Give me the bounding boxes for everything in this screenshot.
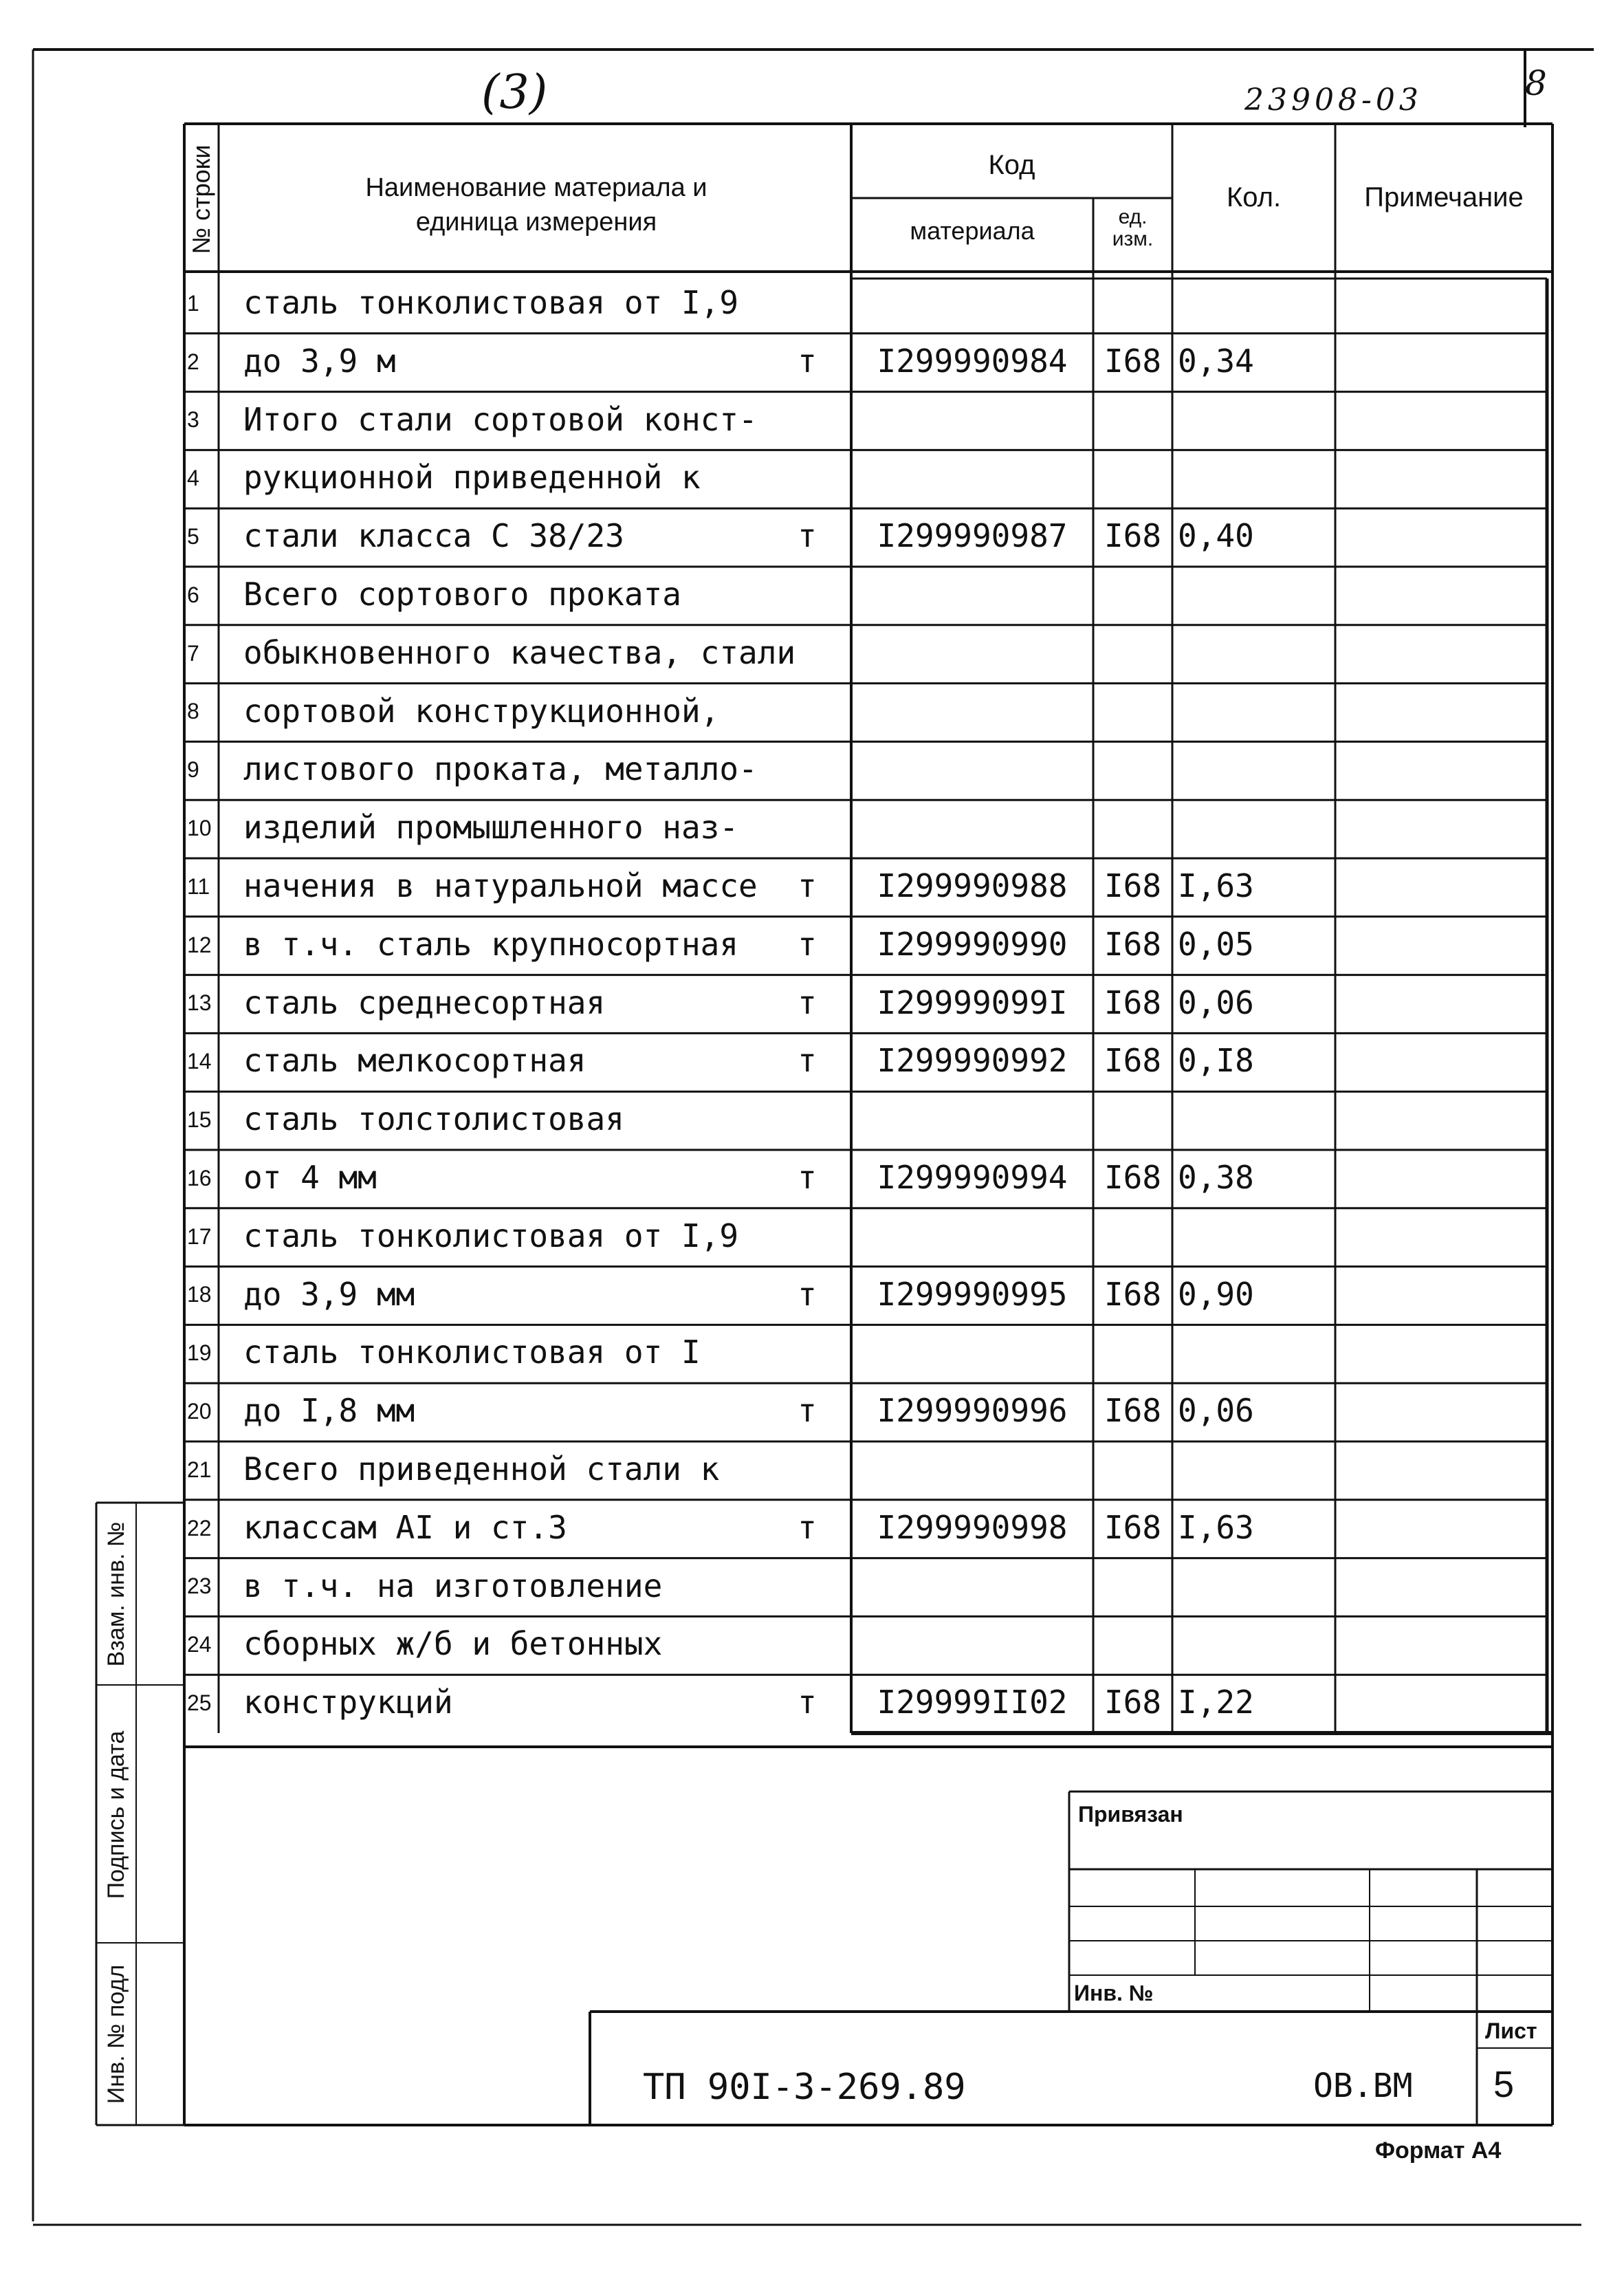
row-code: I299990987 bbox=[877, 517, 1068, 555]
table-row bbox=[184, 1325, 1552, 1383]
row-number: 19 bbox=[187, 1340, 212, 1366]
row-code: I299990984 bbox=[877, 342, 1068, 380]
row-number: 13 bbox=[187, 990, 212, 1016]
row-number: 16 bbox=[187, 1165, 212, 1190]
header-material: материала bbox=[910, 217, 1035, 245]
row-unit-letter: т bbox=[798, 1275, 817, 1313]
row-text: сталь мелкосортная bbox=[243, 1042, 586, 1080]
row-number: 2 bbox=[187, 349, 199, 374]
row-text: рукционной приведенной к bbox=[243, 459, 701, 497]
row-unit-letter: т bbox=[798, 925, 817, 963]
row-unit-code: I68 bbox=[1104, 342, 1162, 380]
table-row bbox=[184, 1091, 1552, 1150]
stamp-vzam: Взам. инв. № bbox=[103, 1521, 129, 1667]
row-qty: 0,05 bbox=[1178, 925, 1254, 963]
row-text: от 4 мм bbox=[243, 1159, 377, 1197]
privyazan-label: Привязан bbox=[1078, 1802, 1183, 1827]
table-row bbox=[184, 1383, 1552, 1441]
row-qty: 0,34 bbox=[1178, 342, 1254, 380]
row-number: 6 bbox=[187, 582, 199, 607]
row-number: 23 bbox=[187, 1574, 212, 1599]
table-row bbox=[184, 1033, 1552, 1091]
row-unit-code: I68 bbox=[1104, 867, 1162, 905]
row-qty: 0,40 bbox=[1178, 517, 1254, 555]
row-unit-letter: т bbox=[798, 517, 817, 555]
row-number: 12 bbox=[187, 932, 212, 957]
table-row bbox=[184, 975, 1552, 1034]
row-number: 9 bbox=[187, 757, 199, 783]
row-unit-letter: т bbox=[798, 1159, 817, 1197]
header-code-group: Код bbox=[988, 150, 1035, 180]
row-text: до 3,9 м bbox=[243, 342, 396, 380]
row-text: Всего сортового проката bbox=[243, 576, 681, 613]
inv-no-label: Инв. № bbox=[1074, 1981, 1154, 2005]
row-unit-letter: т bbox=[798, 1684, 817, 1721]
row-unit-code: I68 bbox=[1104, 1392, 1162, 1430]
row-number: 25 bbox=[187, 1690, 212, 1715]
row-text: сталь среднесортная bbox=[243, 983, 606, 1021]
row-number: 4 bbox=[187, 466, 199, 491]
row-number: 5 bbox=[187, 523, 199, 549]
row-text: стали класса С 38/23 bbox=[243, 517, 624, 555]
row-text: Итого стали сортовой конст- bbox=[243, 400, 758, 438]
table-row bbox=[184, 275, 1552, 334]
header-name: Наименование материала и единица измерения bbox=[365, 173, 707, 237]
table-row bbox=[184, 1558, 1552, 1617]
row-qty: 0,06 bbox=[1178, 1392, 1254, 1430]
row-number: 20 bbox=[187, 1398, 212, 1424]
table-row bbox=[184, 858, 1552, 917]
row-number: 22 bbox=[187, 1515, 212, 1541]
table-row bbox=[184, 684, 1552, 742]
row-qty: 0,06 bbox=[1178, 983, 1254, 1021]
row-text: Всего приведенной стали к bbox=[243, 1450, 720, 1488]
row-unit-letter: т bbox=[798, 1508, 817, 1546]
row-unit-code: I68 bbox=[1104, 983, 1162, 1021]
sheet-marker: (3) bbox=[481, 65, 548, 120]
row-unit-letter: т bbox=[798, 867, 817, 905]
table-row bbox=[184, 1267, 1552, 1325]
row-number: 3 bbox=[187, 407, 199, 433]
table-row bbox=[184, 1616, 1552, 1675]
table-row bbox=[184, 508, 1552, 567]
table-row bbox=[184, 1500, 1552, 1558]
row-code: I299990994 bbox=[877, 1159, 1068, 1197]
row-qty: I,63 bbox=[1178, 1508, 1254, 1546]
row-text: классам AI и ст.3 bbox=[243, 1508, 567, 1546]
table-row bbox=[184, 1208, 1552, 1267]
row-text: обыкновенного качества, стали bbox=[243, 633, 796, 671]
row-code: I299990992 bbox=[877, 1042, 1068, 1080]
table-row bbox=[184, 625, 1552, 684]
table-row bbox=[184, 567, 1552, 625]
sheet-label: Лист bbox=[1485, 2018, 1537, 2043]
row-unit-letter: т bbox=[798, 1392, 817, 1430]
stamp-inv-podl: Инв. № подл bbox=[103, 1964, 129, 2104]
row-qty: I,22 bbox=[1178, 1684, 1254, 1721]
row-code: I299990990 bbox=[877, 925, 1068, 963]
header-note: Примечание bbox=[1364, 182, 1524, 213]
row-code: I299990995 bbox=[877, 1275, 1068, 1313]
row-unit-code: I68 bbox=[1104, 517, 1162, 555]
format-label: Формат А4 bbox=[1375, 2137, 1502, 2164]
row-qty: 0,I8 bbox=[1178, 1042, 1254, 1080]
row-number: 10 bbox=[187, 815, 212, 840]
row-unit-code: I68 bbox=[1104, 1159, 1162, 1197]
row-text: сортовой конструкционной, bbox=[243, 692, 720, 730]
row-unit-code: I68 bbox=[1104, 925, 1162, 963]
row-number: 15 bbox=[187, 1107, 212, 1132]
row-code: I299990988 bbox=[877, 867, 1068, 905]
table-row bbox=[184, 334, 1552, 392]
row-number: 1 bbox=[187, 290, 199, 316]
row-qty: I,63 bbox=[1178, 867, 1254, 905]
row-unit-code: I68 bbox=[1104, 1042, 1162, 1080]
page-number: 8 bbox=[1525, 63, 1547, 103]
row-qty: 0,38 bbox=[1178, 1159, 1254, 1197]
row-number: 18 bbox=[187, 1282, 212, 1307]
row-text: изделий промышленного наз- bbox=[243, 809, 739, 847]
row-number: 11 bbox=[187, 873, 210, 899]
doc-suffix: ОВ.ВМ bbox=[1313, 2067, 1413, 2105]
stamp-podpis: Подпись и дата bbox=[103, 1730, 129, 1900]
header-row-no: № строки bbox=[187, 144, 215, 254]
row-text: до I,8 мм bbox=[243, 1392, 415, 1430]
row-qty: 0,90 bbox=[1178, 1275, 1254, 1313]
table-row bbox=[184, 800, 1552, 858]
doc-code: 23908-03 bbox=[1244, 83, 1423, 118]
table-row bbox=[184, 450, 1552, 508]
row-text: листового проката, металло- bbox=[243, 750, 758, 788]
header-qty: Кол. bbox=[1226, 182, 1282, 213]
table-row bbox=[184, 917, 1552, 975]
table-row bbox=[184, 741, 1552, 800]
row-number: 17 bbox=[187, 1223, 212, 1249]
row-text: сталь тонколистовая от I bbox=[243, 1334, 701, 1371]
row-number: 7 bbox=[187, 640, 199, 666]
row-number: 21 bbox=[187, 1457, 212, 1482]
row-code: I299990996 bbox=[877, 1392, 1068, 1430]
row-number: 14 bbox=[187, 1049, 212, 1074]
row-unit-code: I68 bbox=[1104, 1275, 1162, 1313]
row-code: I29999099I bbox=[877, 983, 1068, 1021]
row-text: сталь тонколистовая от I,9 bbox=[243, 284, 739, 322]
row-text: в т.ч. сталь крупносортная bbox=[243, 925, 739, 963]
header-unit: ед. изм. bbox=[1112, 206, 1154, 250]
row-unit-code: I68 bbox=[1104, 1508, 1162, 1546]
table-row bbox=[184, 392, 1552, 450]
row-text: в т.ч. на изготовление bbox=[243, 1567, 663, 1604]
row-text: конструкций bbox=[243, 1684, 453, 1721]
row-text: сталь толстолистовая bbox=[243, 1100, 624, 1138]
row-text: начения в натуральной массе bbox=[243, 867, 758, 905]
row-unit-letter: т bbox=[798, 983, 817, 1021]
table-row bbox=[184, 1441, 1552, 1500]
row-number: 24 bbox=[187, 1632, 212, 1657]
row-text: сталь тонколистовая от I,9 bbox=[243, 1217, 739, 1254]
row-unit-letter: т bbox=[798, 1042, 817, 1080]
doc-number: ТП 90I-3-269.89 bbox=[643, 2067, 966, 2108]
row-text: до 3,9 мм bbox=[243, 1275, 415, 1313]
row-text: сборных ж/б и бетонных bbox=[243, 1625, 663, 1663]
row-unit-letter: т bbox=[798, 342, 817, 380]
row-code: I299990998 bbox=[877, 1508, 1068, 1546]
row-unit-code: I68 bbox=[1104, 1684, 1162, 1721]
table-row bbox=[184, 1675, 1552, 1733]
sheet-number: 5 bbox=[1493, 2064, 1515, 2105]
row-code: I29999II02 bbox=[877, 1684, 1068, 1721]
table-row bbox=[184, 1150, 1552, 1208]
row-number: 8 bbox=[187, 699, 199, 724]
